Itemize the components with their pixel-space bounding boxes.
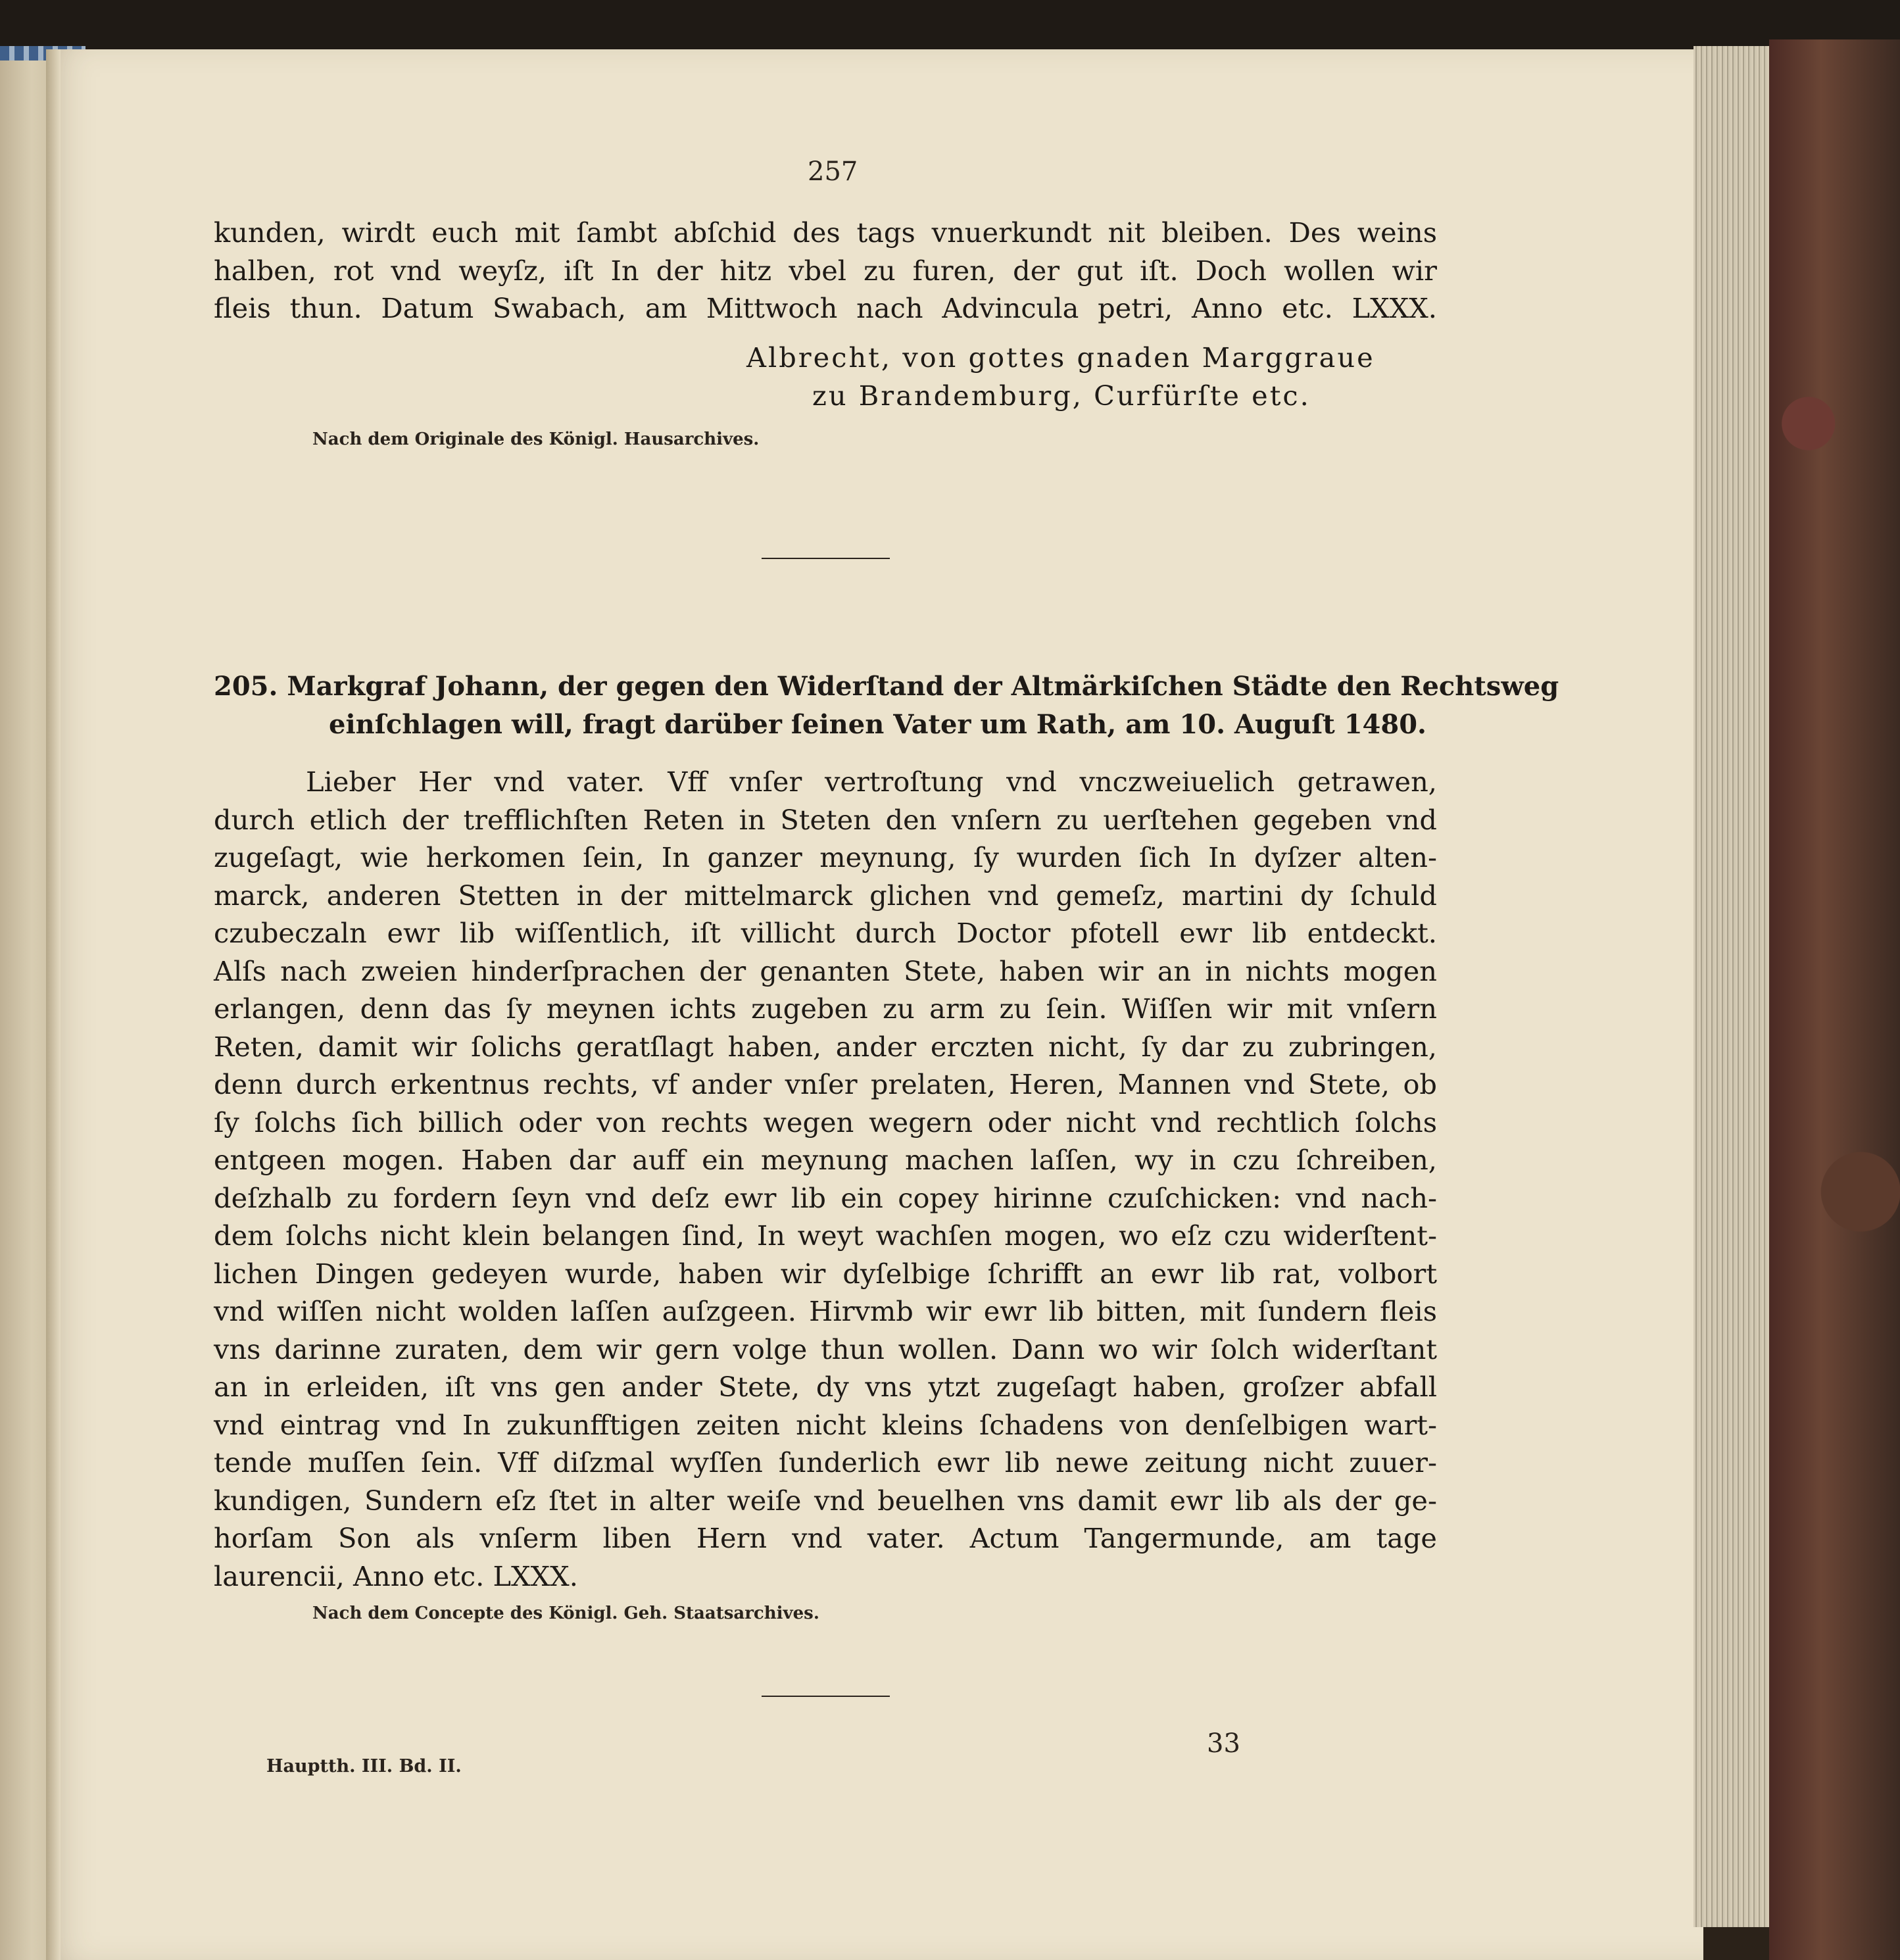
text-line: lichen Dingen gedeyen wurde, haben wir dyſelbige ſchrifft an ewr lib rat, volbort — [214, 1257, 1437, 1290]
text-line: Reten, damit wir ſolichs geratſlagt haben, ander erczten nicht, ſy dar zu zubringen, — [214, 1030, 1437, 1063]
letter1-text — [214, 214, 1437, 328]
footer-signature-mark: Hauptth. III. Bd. II. — [266, 1756, 462, 1776]
signature-line-1: Albrecht, von gottes gnaden Marggraue — [746, 341, 1375, 374]
text-line: zugeſagt, wie herkomen ſein, In ganzer meynung, ſy wurden ſich In dyſzer alten- — [214, 841, 1437, 873]
text-line: deſzhalb zu fordern ſeyn vnd deſz ewr lib ein copey hirinne czuſchicken: vnd nach- — [214, 1181, 1437, 1214]
text-line: kundigen, Sundern eſz ſtet in alter weiſe vnd beuelhen vns damit ewr lib als der ge- — [214, 1484, 1437, 1517]
page-number: 257 — [808, 157, 858, 187]
text-line: erlangen, denn das ſy meynen ichts zugeben zu arm zu ſein. Wiſſen wir mit vnſern — [214, 992, 1437, 1025]
text-line: marck, anderen Stetten in der mittelmarck glichen vnd gemeſz, martini dy ſchuld — [214, 879, 1437, 912]
page-edges-stack — [1693, 46, 1776, 1927]
scan-background-top — [0, 0, 1900, 49]
text-line: kunden, wirdt euch mit ſambt abſchid des tags vnuerkundt nit bleiben. Des weins — [214, 216, 1437, 249]
text-line: vnd eintrag vnd In zukunfftigen zeiten nicht kleins ſchadens von denſelbigen wart- — [214, 1408, 1437, 1441]
text-line: tende muſſen ſein. Vff diſzmal wyſſen ſunderlich ewr lib newe zeitung nicht zuuer- — [214, 1446, 1437, 1479]
section-heading-line-1: 205. Markgraf Johann, der gegen den Widerſtand der Altmärkiſchen Städte den Rechtsweg — [214, 671, 1559, 702]
text-line: dem ſolchs nicht klein belangen ſind, In weyt wachſen mogen, wo eſz czu widerſtent- — [214, 1219, 1437, 1252]
text-line: entgeen mogen. Haben dar auff ein meynung machen laſſen, wy in czu ſchreiben, — [214, 1144, 1437, 1176]
text-line: vns darinne zuraten, dem wir gern volge thun wollen. Dann wo wir ſolch widerſtant — [214, 1333, 1437, 1365]
signature-line-2: zu Brandemburg, Curfürſte etc. — [812, 380, 1311, 412]
source-note-1: Nach dem Originale des Königl. Hausarchives. — [312, 429, 760, 449]
page-gutter — [46, 49, 61, 1960]
text-line: fleis thun. Datum Swabach, am Mittwoch nach Advincula petri, Anno etc. LXXX. — [214, 292, 1437, 324]
footer-sheet-number: 33 — [1207, 1728, 1240, 1759]
marbled-cover — [1769, 39, 1900, 1960]
section-heading-line-2: einſchlagen will, fragt darüber ſeinen Vater um Rath, am 10. Auguſt 1480. — [329, 709, 1426, 740]
text-line: halben, rot vnd weyſz, iſt In der hitz vbel zu furen, der gut iſt. Doch wollen wir — [214, 254, 1437, 287]
text-line: laurencii, Anno etc. LXXX. — [214, 1559, 578, 1592]
text-line: an in erleiden, iſt vns gen ander Stete, dy vns ytzt zugeſagt haben, groſzer abfall — [214, 1371, 1437, 1403]
text-line: denn durch erkentnus rechts, vf ander vnſer prelaten, Heren, Mannen vnd Stete, ob — [214, 1068, 1437, 1100]
text-line: vnd wiſſen nicht wolden laſſen auſzgeen. Hirvmb wir ewr lib bitten, mit ſundern fleis — [214, 1295, 1437, 1327]
text-line: Alſs nach zweien hinderſprachen der genanten Stete, haben wir an in nichts mogen — [214, 954, 1437, 987]
separator-rule-1 — [762, 558, 890, 559]
separator-rule-2 — [762, 1696, 890, 1697]
text-line: czubeczaln ewr lib wiſſentlich, iſt villicht durch Doctor pfotell ewr lib entdeckt. — [214, 917, 1437, 949]
source-note-2: Nach dem Concepte des Königl. Geh. Staatsarchives. — [312, 1604, 819, 1623]
text-line: horſam Son als vnſerm liben Hern vnd vater. Actum Tangermunde, am tage — [214, 1522, 1437, 1554]
text-line: Lieber Her vnd vater. Vff vnſer vertroſtung vnd vnczweiuelich getrawen, — [306, 766, 1437, 798]
text-line: ſy ſolchs ſich billich oder von rechts wegen wegern oder nicht vnd rechtlich ſolchs — [214, 1106, 1437, 1139]
left-page-edge — [0, 46, 53, 1960]
text-line: durch etlich der trefflichſten Reten in Steten den vnſern zu uerſtehen gegeben vnd — [214, 803, 1437, 836]
letter2-text — [214, 763, 1437, 1595]
